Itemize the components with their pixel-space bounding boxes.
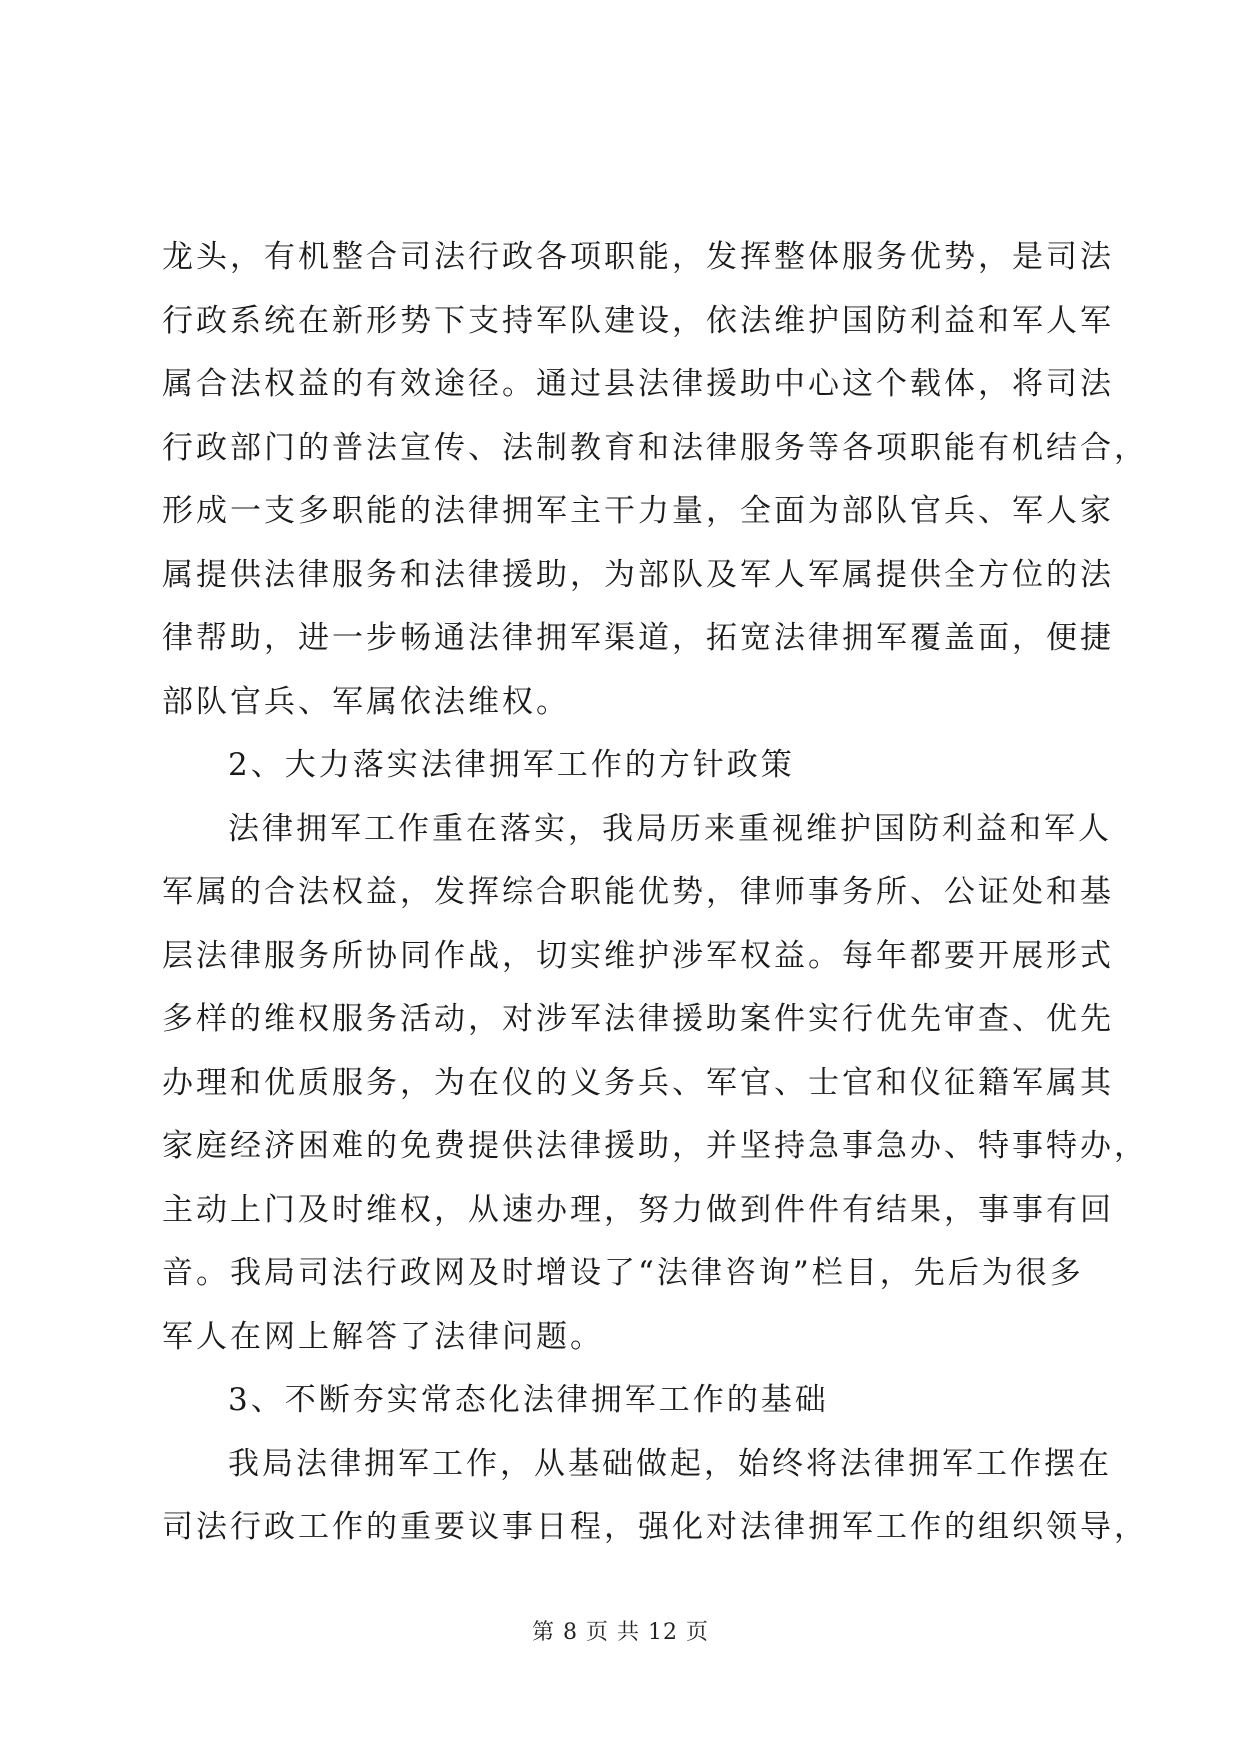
text-line: 音。我局司法行政网及时增设了“法律咨询”栏目，先后为很多 [162,1255,1084,1291]
section-heading: 3、不断夯实常态化法律拥军工作的基础 [228,1382,829,1418]
text-line: 属提供法律服务和法律援助，为部队及军人军属提供全方位的法 [162,556,1114,593]
text-line: 我局法律拥军工作，从基础做起，始终将法律拥军工作摆在 [228,1445,1112,1482]
text-line: 家庭经济困难的免费提供法律援助，并坚持急事急办、特事特办， [162,1128,1148,1164]
text-line: 法律拥军工作重在落实，我局历来重视维护国防利益和军人 [228,810,1112,847]
page-number-footer: 第 8 页 共 12 页 [532,1620,709,1645]
text-line: 行政系统在新形势下支持军队建设，依法维护国防利益和军人军 [162,302,1114,339]
text-line: 形成一支多职能的法律拥军主干力量，全面为部队官兵、军人家 [162,493,1114,529]
text-line: 办理和优质服务，为在仪的义务兵、军官、士官和仪征籍军属其 [162,1064,1114,1101]
text-line: 多样的维权服务活动，对涉军法律援助案件实行优先审查、优先 [162,1001,1114,1037]
text-line: 主动上门及时维权，从速办理，努力做到件件有结果，事事有回 [162,1191,1114,1228]
text-line: 龙头，有机整合司法行政各项职能，发挥整体服务优势，是司法 [162,239,1114,275]
text-line: 军属的合法权益，发挥综合职能优势，律师事务所、公证处和基 [162,874,1114,910]
text-line: 律帮助，进一步畅通法律拥军渠道，拓宽法律拥军覆盖面，便捷 [162,620,1114,656]
text-line: 行政部门的普法宣传、法制教育和法律服务等各项职能有机结合， [162,429,1148,466]
document-body [162,226,1148,1560]
text-line: 军人在网上解答了法律问题。 [162,1318,604,1355]
text-line: 层法律服务所协同作战，切实维护涉军权益。每年都要开展形式 [162,937,1114,974]
section-heading: 2、大力落实法律拥军工作的方针政策 [228,747,795,783]
text-line: 部队官兵、军属依法维权。 [162,683,570,720]
text-line: 司法行政工作的重要议事日程，强化对法律拥军工作的组织领导， [162,1509,1148,1545]
text-line: 属合法权益的有效途径。通过县法律援助中心这个载体，将司法 [162,366,1114,402]
